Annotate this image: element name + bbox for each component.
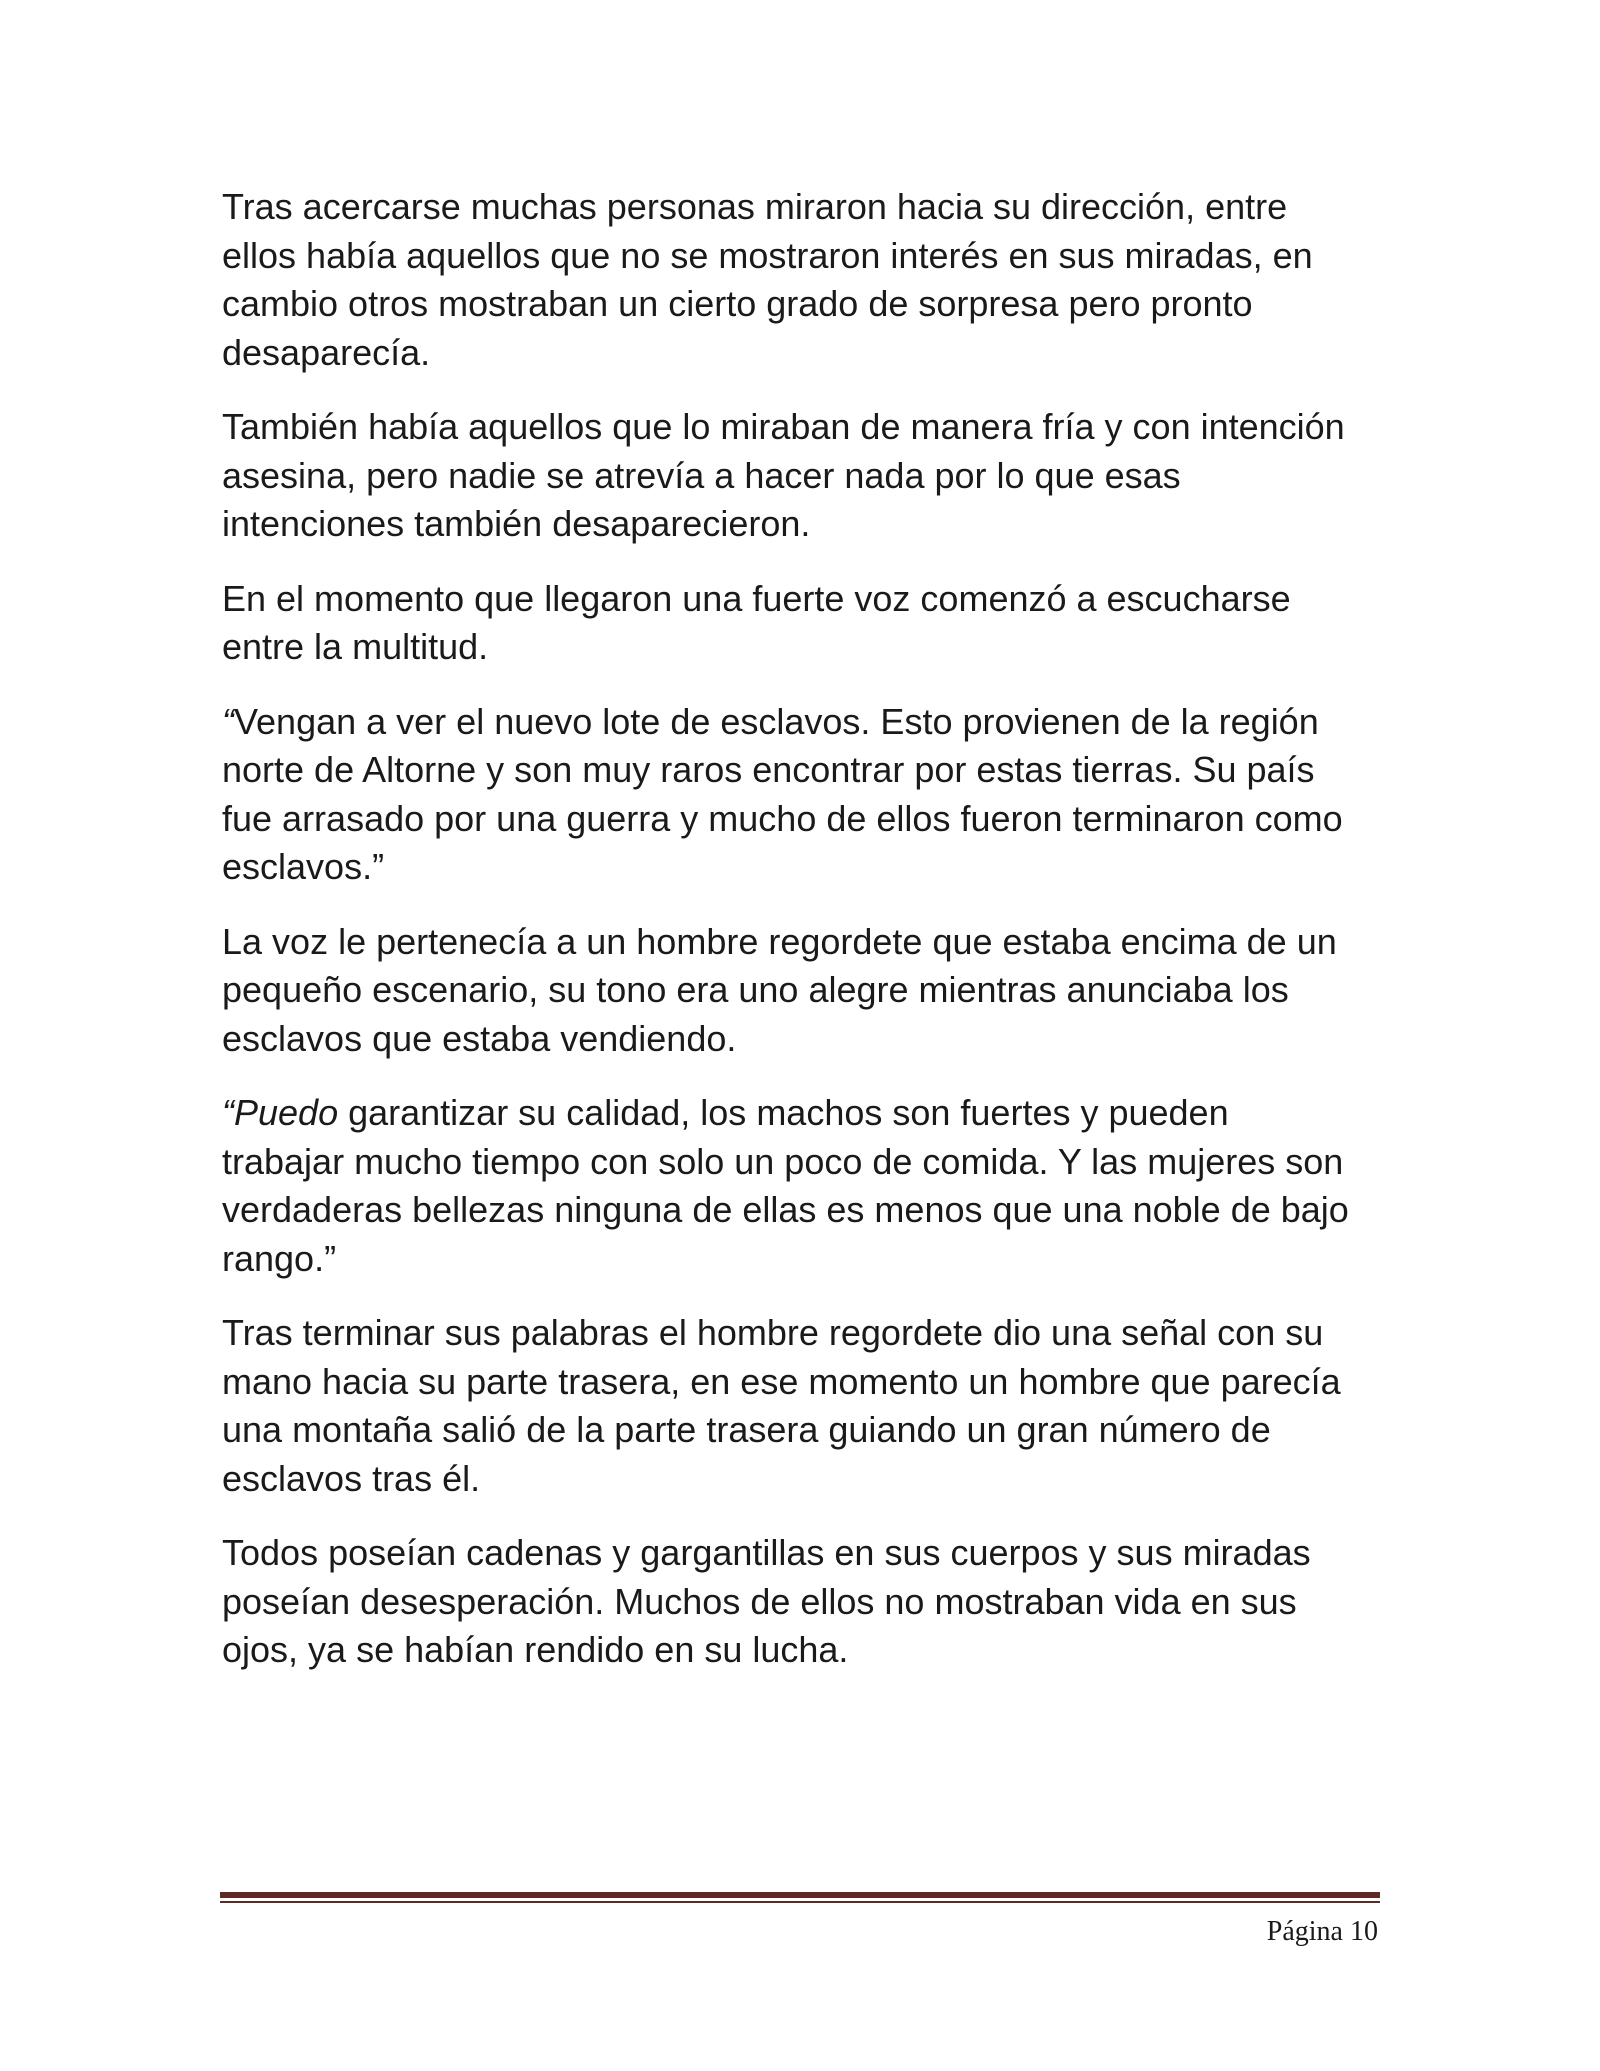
paragraph-text: Vengan a ver el nuevo lote de esclavos. Esto provienen de la región norte de Altorne y son muy raros encontrar por estas tierras. Su país fue arrasado por una guerra y mucho de ellos fueron terminaron como esclavos.” [222,700,1343,887]
footer-rule-thick [220,1892,1380,1898]
paragraph [222,183,1392,377]
paragraph-text: En el momento que llegaron una fuerte voz comenzó a escucharse entre la multitud. [222,577,1291,667]
paragraph-text: Tras acercarse muchas personas miraron hacia su dirección, entre ellos había aquellos que no se mostraron interés en sus miradas, en cambio otros mostraban un cierto grado de sorpresa pero pronto desaparecía. [222,186,1313,373]
page-number: Página 10 [1266,1916,1378,1947]
paragraph [222,1089,1392,1283]
paragraph-lead: “Puedo [222,1092,339,1133]
paragraph-text: La voz le pertenecía a un hombre regordete que estaba encima de un pequeño escenario, su tono era uno alegre mientras anunciaba los esclavos que estaba vendiendo. [222,920,1337,1059]
paragraph [222,698,1392,892]
paragraph-lead: “ [222,700,234,742]
paragraph-text: También había aquellos que lo miraban de manera fría y con intención asesina, pero nadie se atrevía a hacer nada por lo que esas intenciones también desaparecieron. [222,406,1345,544]
paragraph-text: Todos poseían cadenas y gargantillas en sus cuerpos y sus miradas poseían desesperación. Muchos de ellos no mostraban vida en sus ojos, ya se habían rendido en su lucha. [222,1532,1311,1670]
footer-rule [220,1892,1380,1906]
paragraph [222,403,1392,549]
paragraph-text: Tras terminar sus palabras el hombre regordete dio una señal con su mano hacia su parte trasera, en ese momento un hombre que parecía una montaña salió de la parte trasera guiando un gran número de esclavos tras él. [222,1312,1341,1499]
body-text [222,183,1392,1701]
paragraph [222,575,1392,672]
paragraph-text: garantizar su calidad, los machos son fuertes y pueden trabajar mucho tiempo con solo un poco de comida. Y las mujeres son verdaderas bellezas ninguna de ellas es menos que una noble de bajo rango.” [222,1092,1349,1279]
paragraph [222,1529,1392,1675]
footer-rule-thin [220,1901,1380,1903]
paragraph [222,918,1392,1064]
paragraph [222,1309,1392,1503]
